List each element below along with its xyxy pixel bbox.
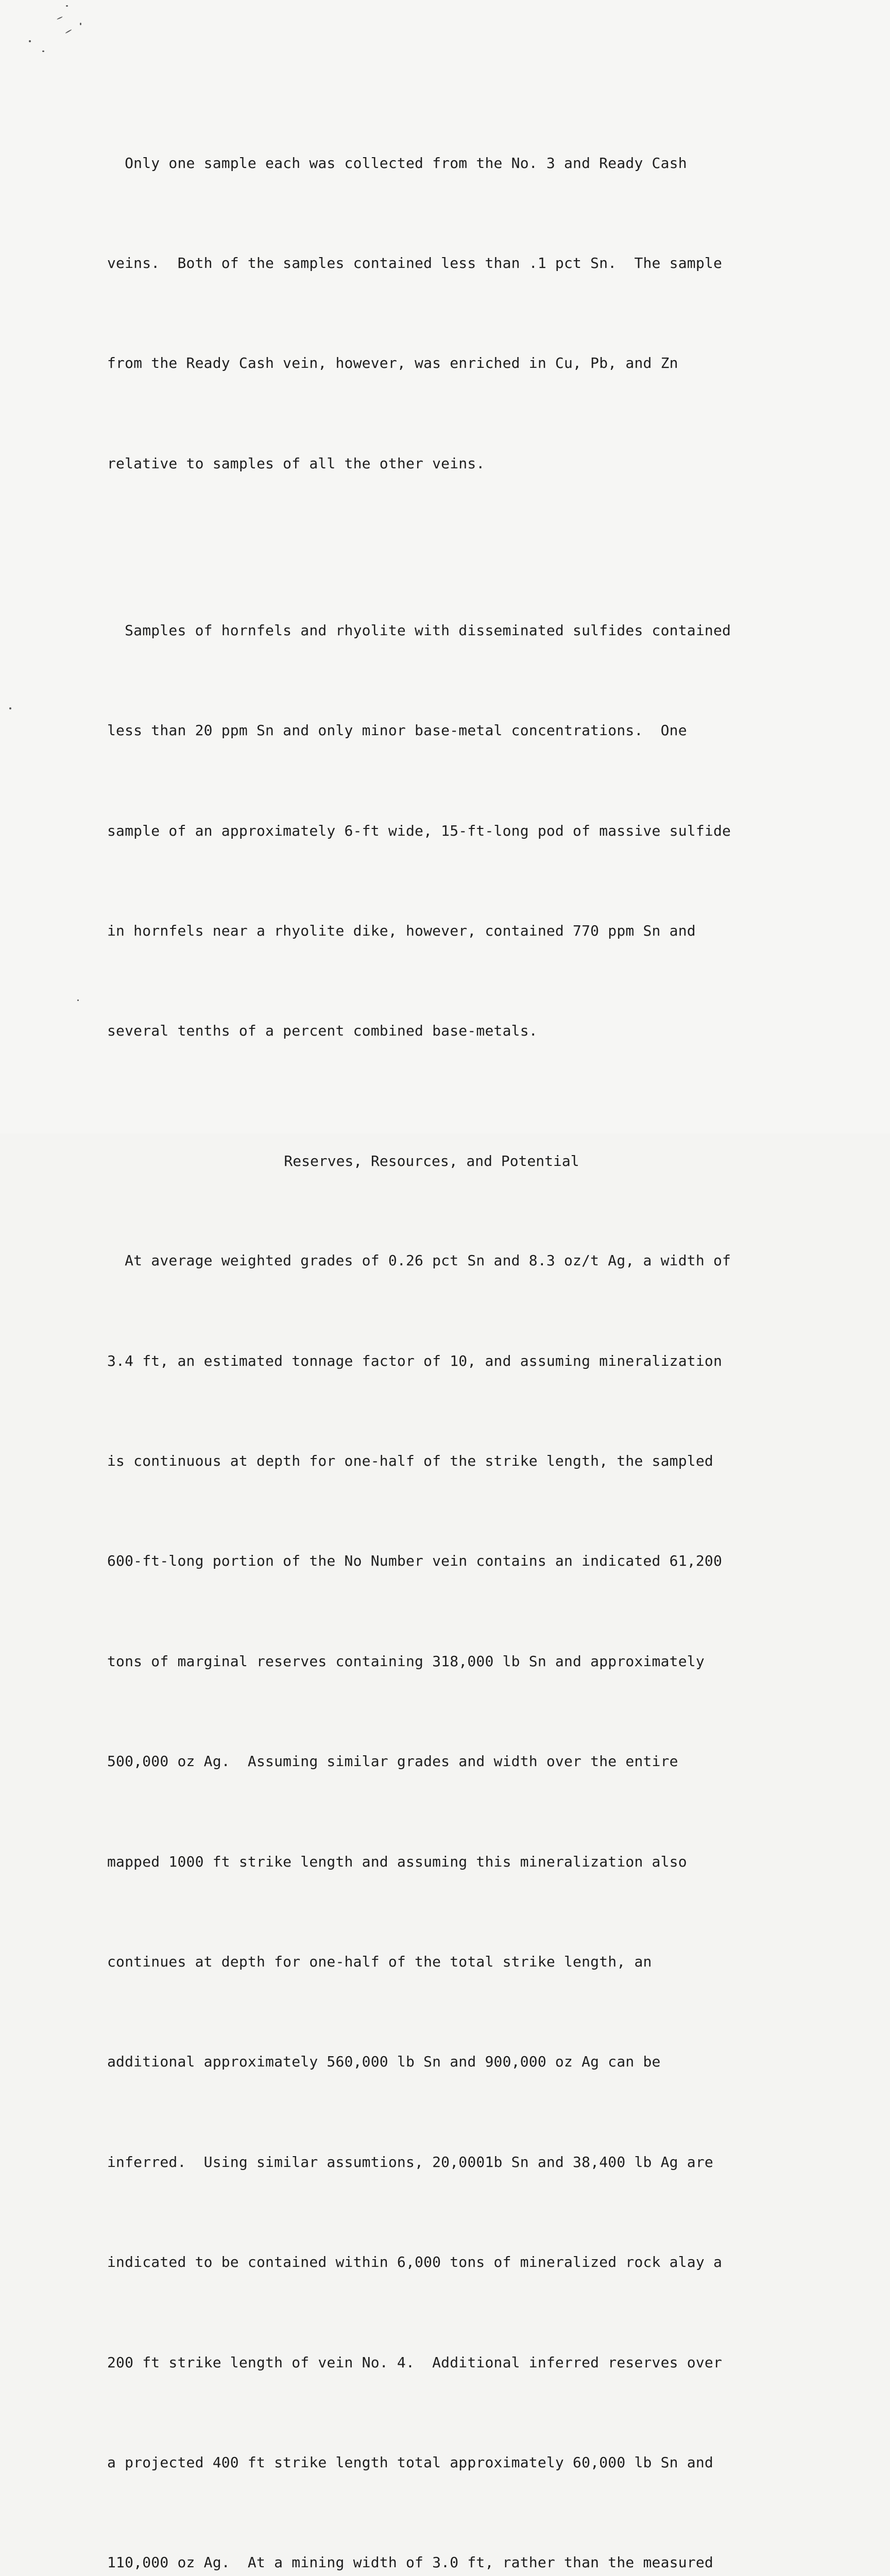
text-line: Samples of hornfels and rhyolite with disseminated sulfides contained	[107, 621, 731, 639]
text-line: 3.4 ft, an estimated tonnage factor of 10, and assuming mineralization	[107, 1352, 723, 1369]
text-line: 200 ft strike length of vein No. 4. Additional inferred reserves over	[107, 2353, 723, 2371]
text-line: from the Ready Cash vein, however, was enriched in Cu, Pb, and Zn	[107, 354, 678, 372]
text-line: indicated to be contained within 6,000 tons of mineralized rock alay a	[107, 2253, 723, 2271]
section-spacer	[107, 1115, 756, 1145]
text-line: tons of marginal reserves containing 318,000 lb Sn and approximately	[107, 1652, 705, 1670]
section-heading: Reserves, Resources, and Potential	[284, 1152, 579, 1170]
text-line: less than 20 ppm Sn and only minor base-metal concentrations. One	[107, 722, 687, 739]
paragraph-reserves	[107, 1178, 756, 2576]
text-line: a projected 400 ft strike length total approximately 60,000 lb Sn and	[107, 2453, 713, 2471]
text-line: Only one sample each was collected from the No. 3 and Ready Cash	[107, 154, 687, 172]
text-line: in hornfels near a rhyolite dike, however, contained 770 ppm Sn and	[107, 922, 696, 939]
text-line: 110,000 oz Ag. At a mining width of 3.0 ft, rather than the measured	[107, 2554, 713, 2571]
text-line: 500,000 oz Ag. Assuming similar grades and width over the entire	[107, 1753, 678, 1770]
document-body	[107, 80, 756, 2576]
scan-speck	[66, 5, 68, 7]
scan-speck	[80, 23, 81, 25]
text-line: At average weighted grades of 0.26 pct Sn and 8.3 oz/t Ag, a width of	[107, 1252, 731, 1269]
scan-speck	[77, 999, 79, 1001]
scan-speck	[29, 40, 31, 42]
text-line: mapped 1000 ft strike length and assuming this mineralization also	[107, 1853, 687, 1870]
scan-speck	[42, 50, 44, 52]
paragraph-hornfels-samples	[107, 547, 756, 1115]
scan-speck	[57, 16, 63, 20]
paragraph-vein-samples	[107, 80, 756, 547]
text-line: is continuous at depth for one-half of the strike length, the sampled	[107, 1452, 713, 1470]
text-line: relative to samples of all the other veins.	[107, 454, 485, 472]
text-line: inferred. Using similar assumtions, 20,0001b Sn and 38,400 lb Ag are	[107, 2153, 713, 2171]
text-line: several tenths of a percent combined base-metals.	[107, 1022, 538, 1040]
scan-speck	[65, 29, 72, 34]
text-line: veins. Both of the samples contained less than .1 pct Sn. The sample	[107, 254, 723, 272]
text-line: 600-ft-long portion of the No Number vein contains an indicated 61,200	[107, 1552, 723, 1570]
text-line: additional approximately 560,000 lb Sn and 900,000 oz Ag can be	[107, 2053, 661, 2071]
scan-speck	[9, 707, 11, 709]
text-line: sample of an approximately 6-ft wide, 15-ft-long pod of massive sulfide	[107, 822, 731, 839]
text-line: continues at depth for one-half of the total strike length, an	[107, 1953, 652, 1971]
